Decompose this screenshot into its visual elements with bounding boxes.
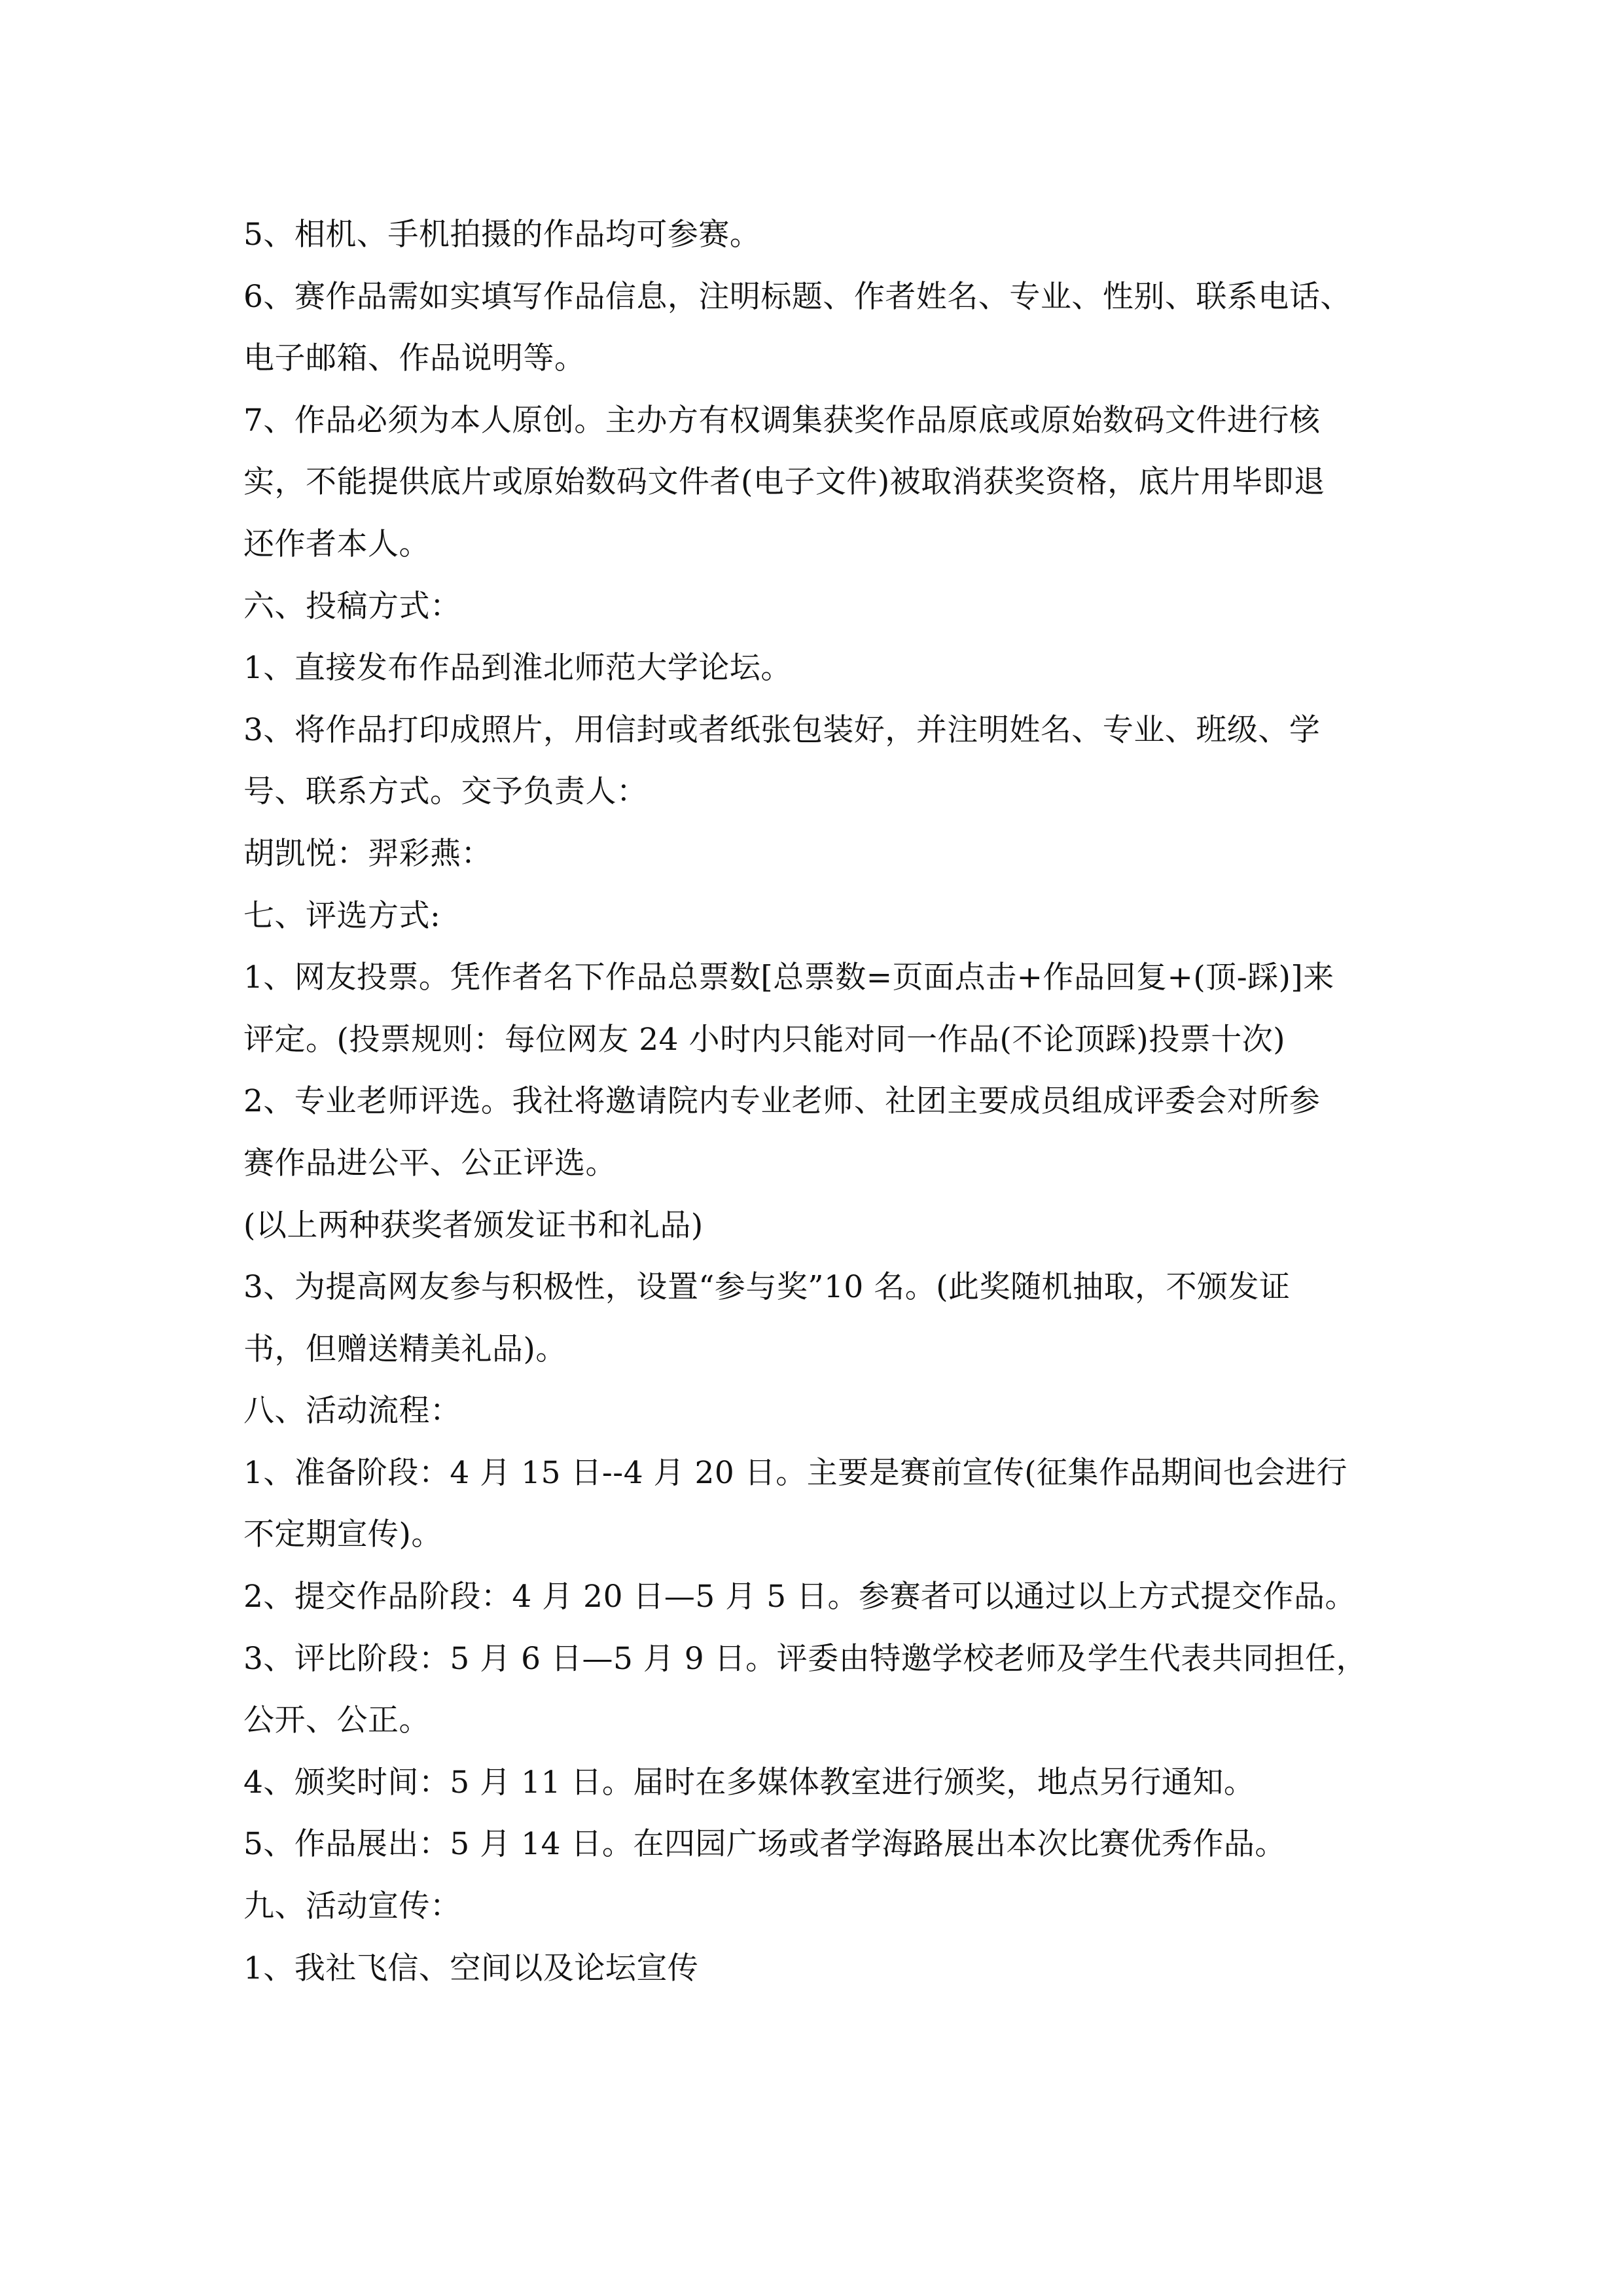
text-line: 1、直接发布作品到淮北师范大学论坛。 xyxy=(243,650,792,687)
section-heading: 八、活动流程： xyxy=(243,1393,461,1429)
text-line: 赛作品进公平、公正评选。 xyxy=(243,1145,616,1181)
text-line: 5、相机、手机拍摄的作品均可参赛。 xyxy=(243,217,761,253)
text-line: 7、作品必须为本人原创。主办方有权调集获奖作品原底或原始数码文件进行核 xyxy=(243,402,1321,439)
text-line: 不定期宣传)。 xyxy=(243,1516,442,1553)
text-line: (以上两种获奖者颁发证书和礼品) xyxy=(243,1207,704,1244)
text-line: 评定。(投票规则：每位网友 24 小时内只能对同一作品(不论顶踩)投票十次) xyxy=(243,1021,1286,1058)
text-line: 3、为提高网友参与积极性，设置“参与奖”10 名。(此奖随机抽取，不颁发证 xyxy=(243,1269,1291,1306)
text-line: 书，但赠送精美礼品)。 xyxy=(243,1331,567,1367)
text-line: 3、评比阶段：5 月 6 日—5 月 9 日。评委由特邀学校老师及学生代表共同担任， xyxy=(243,1640,1368,1677)
text-line: 还作者本人。 xyxy=(243,526,430,562)
text-line: 号、联系方式。交予负责人： xyxy=(243,774,648,810)
section-heading: 九、活动宣传： xyxy=(243,1888,461,1925)
text-line: 电子邮箱、作品说明等。 xyxy=(243,340,586,377)
section-heading: 七、评选方式: xyxy=(243,897,441,934)
text-line: 2、提交作品阶段：4 月 20 日—5 月 5 日。参赛者可以通过以上方式提交作品。 xyxy=(243,1579,1357,1615)
section-heading: 六、投稿方式： xyxy=(243,588,461,624)
text-line: 3、将作品打印成照片，用信封或者纸张包装好，并注明姓名、专业、班级、学 xyxy=(243,711,1321,748)
text-line: 4、颁奖时间：5 月 11 日。届时在多媒体教室进行颁奖，地点另行通知。 xyxy=(243,1764,1255,1801)
document-body xyxy=(243,204,1389,2000)
text-line: 实，不能提供底片或原始数码文件者(电子文件)被取消获奖资格，底片用毕即退 xyxy=(243,464,1325,501)
text-line: 1、准备阶段：4 月 15 日--4 月 20 日。主要是赛前宣传(征集作品期间也会进行 xyxy=(243,1454,1348,1491)
text-line: 6、赛作品需如实填写作品信息，注明标题、作者姓名、专业、性别、联系电话、 xyxy=(243,278,1351,315)
text-line: 2、专业老师评选。我社将邀请院内专业老师、社团主要成员组成评委会对所参 xyxy=(243,1083,1321,1120)
text-line: 1、网友投票。凭作者名下作品总票数[总票数=页面点击+作品回复+(顶-踩)]来 xyxy=(243,960,1334,996)
text-line: 1、我社飞信、空间以及论坛宣传 xyxy=(243,1950,699,1986)
text-line: 5、作品展出：5 月 14 日。在四园广场或者学海路展出本次比赛优秀作品。 xyxy=(243,1826,1286,1863)
text-line: 公开、公正。 xyxy=(243,1702,430,1739)
text-line: 胡凯悦：羿彩燕： xyxy=(243,835,492,872)
